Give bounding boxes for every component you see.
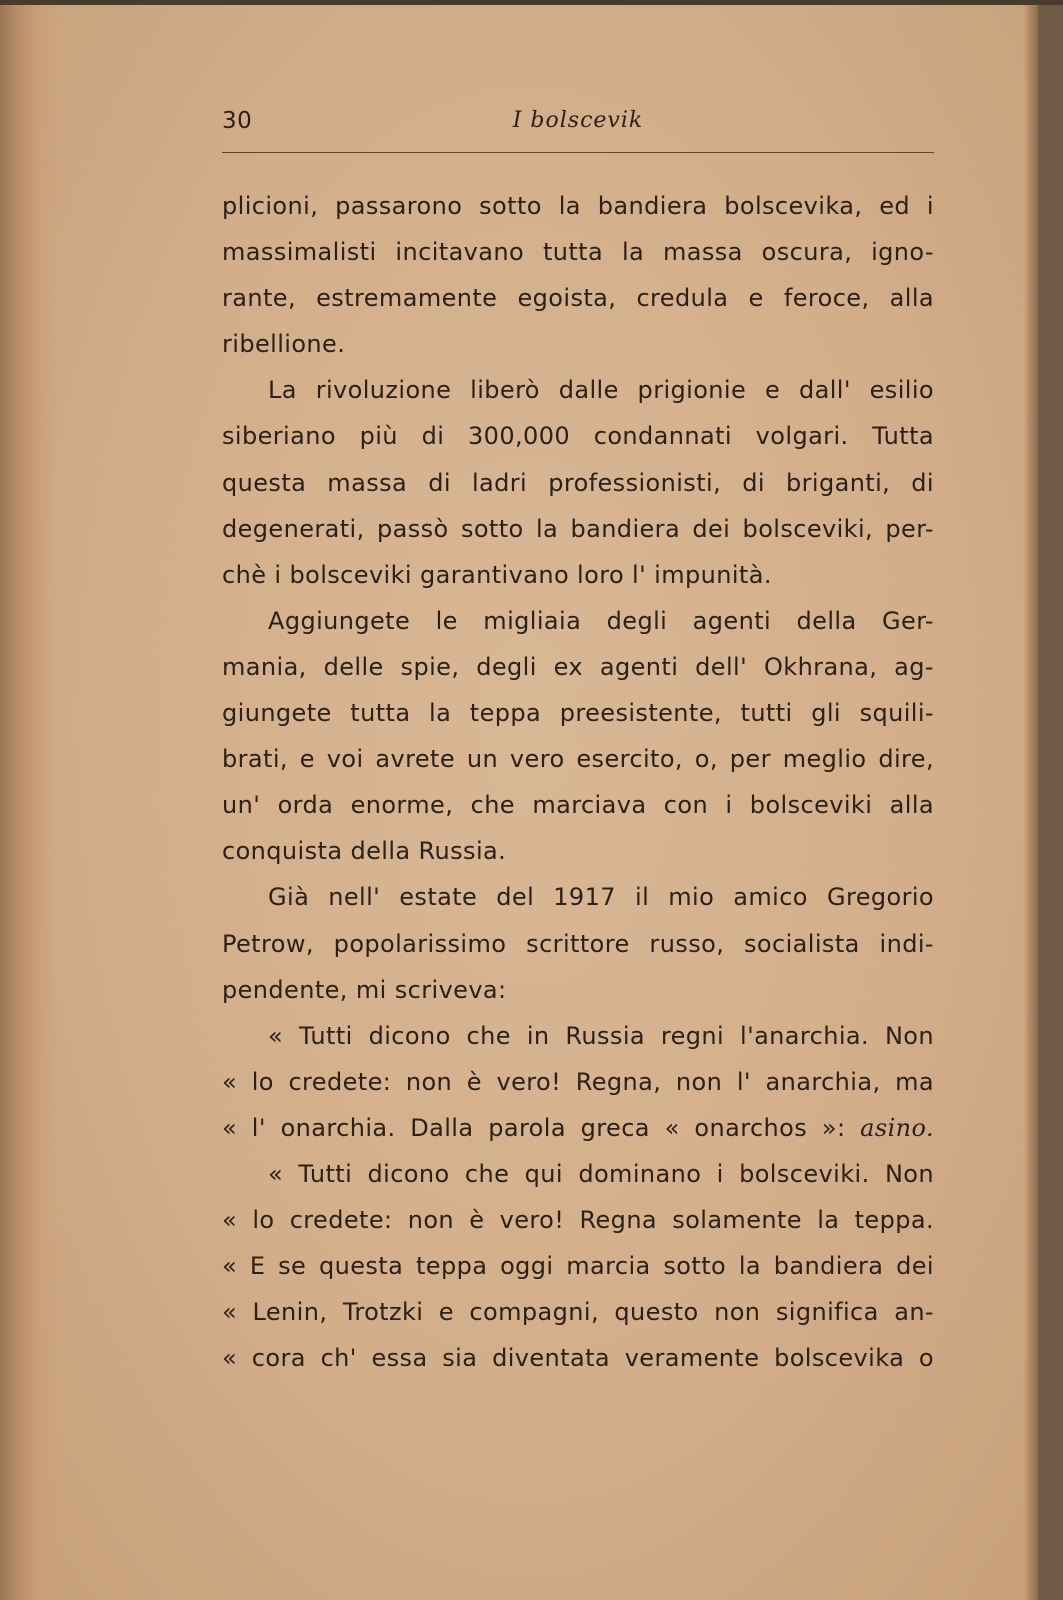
text-line: « lo credete: non è vero! Regna solamente la teppa.	[222, 1206, 934, 1235]
page-left-shadow	[18, 4, 58, 1600]
text-line: degenerati, passò sotto la bandiera dei bolsceviki, per-	[222, 514, 934, 543]
text-line: pendente, mi scriveva:	[222, 975, 507, 1004]
text-line: mania, delle spie, degli ex agenti dell' Okhrana, ag-	[222, 652, 934, 681]
text-line: « Lenin, Trotzki e compagni, questo non significa an-	[222, 1298, 934, 1327]
text-line-content: « l' onarchia. Dalla parola greca « onarchos »:	[222, 1113, 846, 1142]
text-line: conquista della Russia.	[222, 837, 507, 866]
text-line: ribellione.	[222, 330, 346, 359]
text-line: massimalisti incitavano tutta la massa oscura, igno-	[222, 238, 934, 267]
text-line: siberiano più di 300,000 condannati volgari. Tutta	[222, 422, 934, 451]
text-line: plicioni, passarono sotto la bandiera bolscevika, ed i	[222, 192, 934, 220]
text-line: Aggiungete le migliaia degli agenti della Ger-	[268, 606, 934, 635]
text-line: La rivoluzione liberò dalle prigionie e dall' esilio	[268, 376, 934, 405]
text-line: chè i bolsceviki garantivano loro l' impunità.	[222, 560, 772, 589]
body-text	[222, 183, 934, 1381]
text-line-with-italic	[222, 1105, 934, 1151]
text-line: « Tutti dicono che qui dominano i bolsceviki. Non	[268, 1159, 934, 1188]
text-line: un' orda enorme, che marciava con i bolsceviki alla	[222, 791, 934, 820]
text-line: « cora ch' essa sia diventata veramente bolscevika o	[222, 1344, 934, 1373]
text-line: Petrow, popolarissimo scrittore russo, socialista indi-	[222, 929, 934, 958]
text-line: brati, e voi avrete un vero esercito, o, per meglio dire,	[222, 745, 934, 774]
page-header	[222, 108, 934, 148]
page-number: 30	[222, 108, 253, 134]
text-line: « E se questa teppa oggi marcia sotto la bandiera dei	[222, 1252, 934, 1281]
text-line: questa massa di ladri professionisti, di briganti, di	[222, 468, 934, 497]
text-line: rante, estremamente egoista, credula e feroce, alla	[222, 284, 934, 313]
text-line: « lo credete: non è vero! Regna, non l' anarchia, ma	[222, 1067, 934, 1096]
italic-word: asino.	[860, 1113, 934, 1142]
page-right-shadow	[1024, 4, 1038, 1600]
text-line: giungete tutta la teppa preesistente, tutti gli squili-	[222, 699, 934, 728]
text-line: « Tutti dicono che in Russia regni l'anarchia. Non	[268, 1021, 934, 1050]
book-spine	[0, 0, 18, 1600]
running-title: I bolscevik	[512, 108, 644, 133]
header-rule	[222, 152, 934, 153]
text-line: Già nell' estate del 1917 il mio amico Gregorio	[268, 883, 934, 912]
top-binding-strip	[0, 0, 1063, 5]
